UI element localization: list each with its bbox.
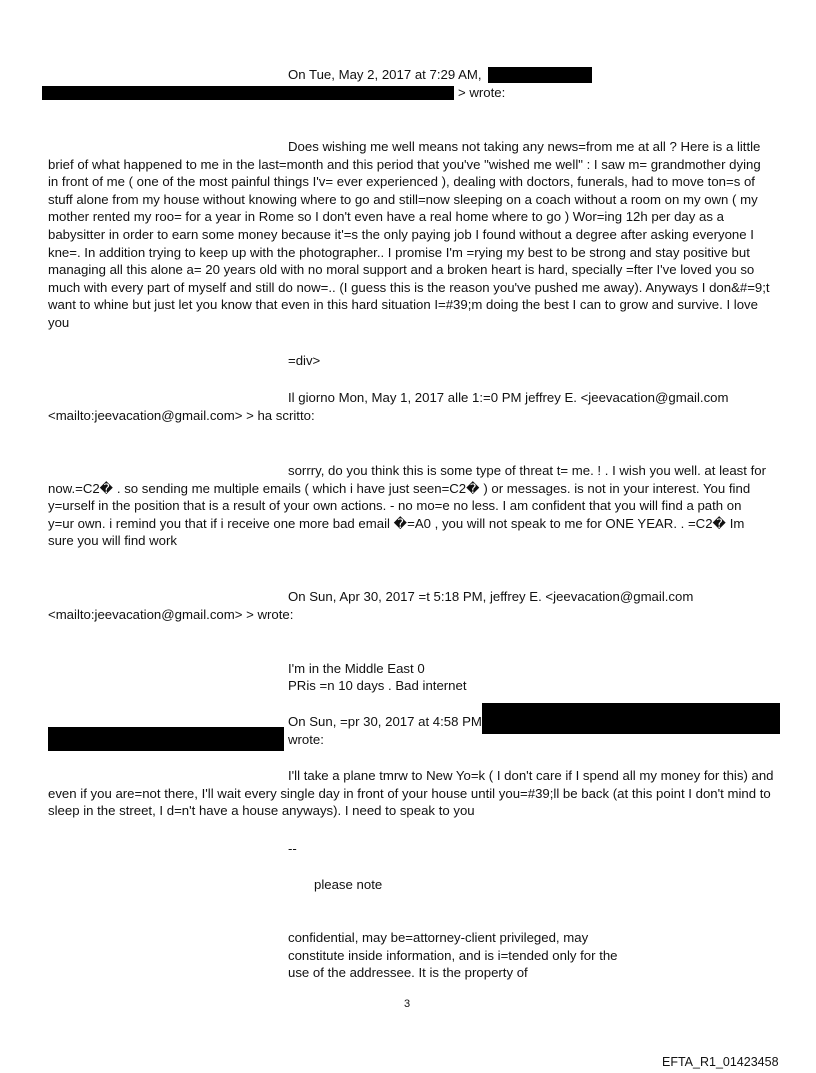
quoted-body: sorrry, do you think this is some type of threat t= me. ! . I wish you well. at least for now.=C2� . so sending me multiple emails ( which i have just seen=C2� ) or messages. is not in your interest. You find y=urself in the position that is a result of your own actions. - no mo=e no less. I am confident that you will find a path on y=ur own. i remind you that if i receive one more bad email �=A0 , you will not speak to me for ONE YEAR. . =C2� Im sure you will find work bbox=[48, 463, 766, 549]
email-header-wrote: > wrote: bbox=[458, 85, 506, 100]
signature-dashes: -- bbox=[288, 841, 297, 856]
redaction-box bbox=[42, 86, 454, 100]
document-id: EFTA_R1_01423458 bbox=[662, 1055, 779, 1069]
page-number: 3 bbox=[404, 998, 411, 1010]
quoted-body: I'll take a plane tmrw to New Yo=k ( I don't care if I spend all my money for this) and even if you are=not there, I'll wait every single day in front of your house until you=#39;ll be back (at this point I don't mind to sleep in the street, I d=n't have a house anyways). I need to speak to you bbox=[48, 768, 774, 819]
message-body: Does wishing me well means not taking any news=from me at all ? Here is a little brief of what happened to me in the last=month and this period that you've "wished me well" : I saw m= grandmother dying in front of me ( one of the most painful things I'v= ever experienced ), dealing with doctors, funerals, had to move ton=s of stuff alone from my house without knowing where to go and still=now sleeping on a coach without a room on my own ( my mother rented my roo= for a year in Rome so I don't even have a real home where to go ) Wor=ing 12h per day as a babysitter in order to earn some money because it'=s the only paying job I found without a degree after asking everyone I kne=. In addition trying to keep up with the photographer.. I promise I'm =rying my best to be strong and stay positive but managing all this alone a= 20 years old with no moral support and a broken heart is hard, specially =fter I've loved you so much with every part of myself and still do now=.. (I guess this is the reason you've pushed me away). Anyways I don&#=9;t want to whine but just let you know that even in this hard situation I=#39;m doing the best I can to grow and survive. I love you bbox=[48, 139, 770, 330]
redaction-box bbox=[48, 727, 284, 751]
email-header-date: On Tue, May 2, 2017 at 7:29 AM, bbox=[288, 67, 482, 82]
quoted-line: I'm in the Middle East 0 bbox=[288, 661, 425, 676]
confidentiality-notice: confidential, may be=attorney-client privileged, may constitute inside information, and is i=tended only for the use of the addressee. It is the property of bbox=[288, 930, 618, 981]
quoted-header-wrote: wrote: bbox=[288, 732, 324, 747]
quoted-header: On Sun, =pr 30, 2017 at 4:58 PM bbox=[288, 714, 482, 729]
quoted-header: Il giorno Mon, May 1, 2017 alle 1:=0 PM jeffrey E. <jeevacation@gmail.com <mailto:jeevacation@gmail.com> > ha scritto: bbox=[48, 390, 729, 423]
redaction-box bbox=[488, 67, 592, 83]
redaction-box bbox=[482, 703, 780, 734]
quoted-header: On Sun, Apr 30, 2017 =t 5:18 PM, jeffrey E. <jeevacation@gmail.com <mailto:jeevacation@gmail.com> > wrote: bbox=[48, 589, 694, 622]
quoted-line: PRis =n 10 days . Bad internet bbox=[288, 678, 467, 693]
div-tag-text: =div> bbox=[288, 353, 321, 368]
signature-note: please note bbox=[314, 877, 383, 892]
